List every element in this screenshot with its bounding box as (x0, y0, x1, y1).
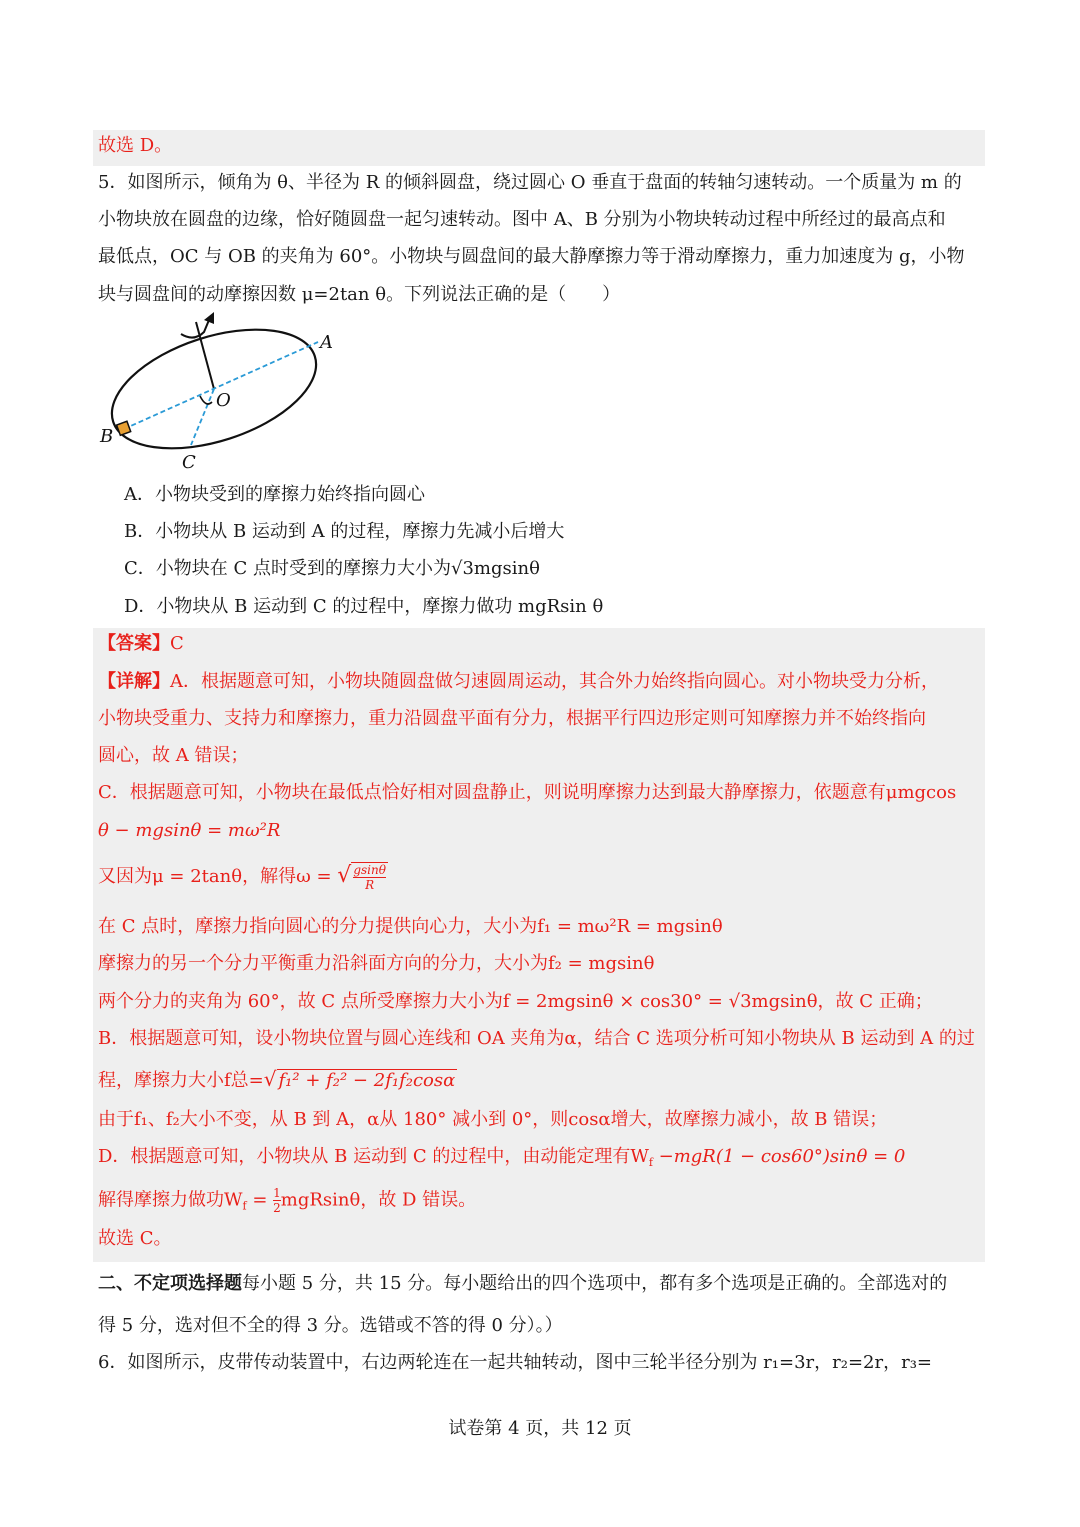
wf-eq: = (246, 1189, 274, 1211)
prev-conclusion: 故选 D。 (98, 135, 173, 156)
page-footer: 试卷第 4 页，共 12 页 (448, 1418, 632, 1439)
ftotal-root: f₁² + f₂² − 2f₁f₂cosα (278, 1070, 456, 1091)
section2-rest: 每小题 5 分，共 15 分。每小题给出的四个选项中，都有多个选项是正确的。全部选对的 (242, 1273, 948, 1294)
detail-line-5: θ − mgsinθ = mω²R (98, 820, 281, 841)
omega-num: gsinθ (353, 863, 386, 877)
ftotal-text: 程，摩擦力大小f总= (98, 1070, 264, 1091)
answer-value: C (170, 633, 184, 654)
wf-result-text: 解得摩擦力做功W (98, 1189, 243, 1211)
q5-stem-line-3: 最低点，OC 与 OB 的夹角为 60°。小物块与圆盘间的最大静摩擦力等于滑动摩擦力，重力加速度为 g，小物 (98, 246, 965, 267)
detail-label: 【详解】 (98, 671, 170, 692)
tilted-disk-figure (96, 312, 356, 477)
label-o: O (216, 390, 231, 411)
diameter-ab (124, 342, 318, 429)
detail-text-1: A．根据题意可知，小物块随圆盘做匀速圆周运动，其合外力始终指向圆心。对小物块受力分析， (170, 671, 939, 692)
omega-text: 又因为μ = 2tanθ，解得ω = (98, 866, 338, 887)
label-b: B (100, 426, 114, 447)
detail-line-4: C．根据题意可知，小物块在最低点恰好相对圆盘静止，则说明摩擦力达到最大静摩擦力，依题意有μmgcos (98, 782, 957, 803)
detail-line-11: 程，摩擦力大小f总=√ f₁² + f₂² − 2f₁f₂cosα (98, 1067, 456, 1091)
q5-stem-line-4: 块与圆盘间的动摩擦因数 μ=2tan θ。下列说法正确的是（ ） (98, 284, 621, 305)
small-block (117, 421, 131, 435)
section2-title: 二、不定项选择题 (98, 1273, 242, 1294)
rotation-arrow (181, 320, 209, 338)
omega-fraction (351, 862, 388, 892)
detail-line-6: 又因为μ = 2tanθ，解得ω = √ $\frac{gsin\theta}{R}$ (98, 863, 386, 892)
detail-line-2: 小物块受重力、支持力和摩擦力，重力沿圆盘平面有分力，根据平行四边形定则可知摩擦力并不始终指向 (98, 708, 926, 729)
half-num: 1 (273, 1186, 281, 1200)
q5-option-a: A．小物块受到的摩擦力始终指向圆心 (124, 484, 425, 505)
detail-line-8: 摩擦力的另一个分力平衡重力沿斜面方向的分力，大小为f₂ = mgsinθ (98, 953, 655, 974)
wf-result-sub: f (242, 1199, 247, 1213)
q5-option-c: C．小物块在 C 点时受到的摩擦力大小为√3mgsinθ (124, 558, 540, 579)
detail-line-1 (98, 671, 939, 693)
answer-label: 【答案】 (98, 633, 170, 654)
q5-option-d: D．小物块从 B 运动到 C 的过程中，摩擦力做功 mgRsin θ (124, 596, 604, 617)
detail-line-12: 由于f₁、f₂大小不变，从 B 到 A，α从 180° 减小到 0°，则cosα增大，故摩擦力减小，故 B 错误； (98, 1109, 888, 1130)
section2-line-1 (98, 1273, 947, 1295)
detail-line-7: 在 C 点时，摩擦力指向圆心的分力提供向心力，大小为f₁ = mω²R = mgsinθ (98, 916, 723, 937)
wf-rest: −mgR(1 − cos60°)sinθ = 0 (652, 1146, 906, 1167)
q5-option-b: B．小物块从 B 运动到 A 的过程，摩擦力先减小后增大 (124, 521, 565, 542)
label-a: A (320, 332, 333, 353)
half-fraction (273, 1186, 281, 1215)
detail-line-15: 故选 C。 (98, 1228, 172, 1249)
prev-answer-shade (93, 130, 985, 166)
detail-line-13 (98, 1146, 905, 1174)
wf-text: D．根据题意可知，小物块从 B 运动到 C 的过程中，由动能定理有W (98, 1146, 649, 1167)
detail-line-3: 圆心，故 A 错误； (98, 745, 249, 766)
half-den: 2 (273, 1201, 281, 1215)
q5-stem-line-2: 小物块放在圆盘的边缘，恰好随圆盘一起匀速转动。图中 A、B 分别为小物块转动过程中所经过的最高点和 (98, 209, 946, 230)
detail-line-9: 两个分力的夹角为 60°，故 C 点所受摩擦力大小为f = 2mgsinθ × cos30° = √3mgsinθ，故 C 正确； (98, 991, 933, 1012)
q6-stem: 6．如图所示，皮带传动装置中，右边两轮连在一起共轴转动，图中三轮半径分别为 r₁=3r，r₂=2r，r₃= (98, 1352, 932, 1373)
q5-stem-line-1: 5．如图所示，倾角为 θ、半径为 R 的倾斜圆盘，绕过圆心 O 垂直于盘面的转轴匀速转动。一个质量为 m 的 (98, 172, 962, 193)
detail-line-10: B．根据题意可知，设小物块位置与圆心连线和 OA 夹角为α，结合 C 选项分析可知小物块从 B 运动到 A 的过 (98, 1028, 975, 1049)
label-c: C (182, 452, 196, 473)
omega-den: R (365, 878, 375, 892)
answer-line (98, 633, 184, 655)
radius-oc (191, 389, 214, 445)
detail-line-14 (98, 1186, 476, 1218)
disk-ellipse (97, 312, 331, 471)
wf-result: mgRsinθ，故 D 错误。 (280, 1189, 477, 1211)
section2-line-2: 得 5 分，选对但不全的得 3 分。选错或不答的得 0 分）。） (98, 1315, 563, 1336)
wf-sub: f (648, 1156, 653, 1169)
